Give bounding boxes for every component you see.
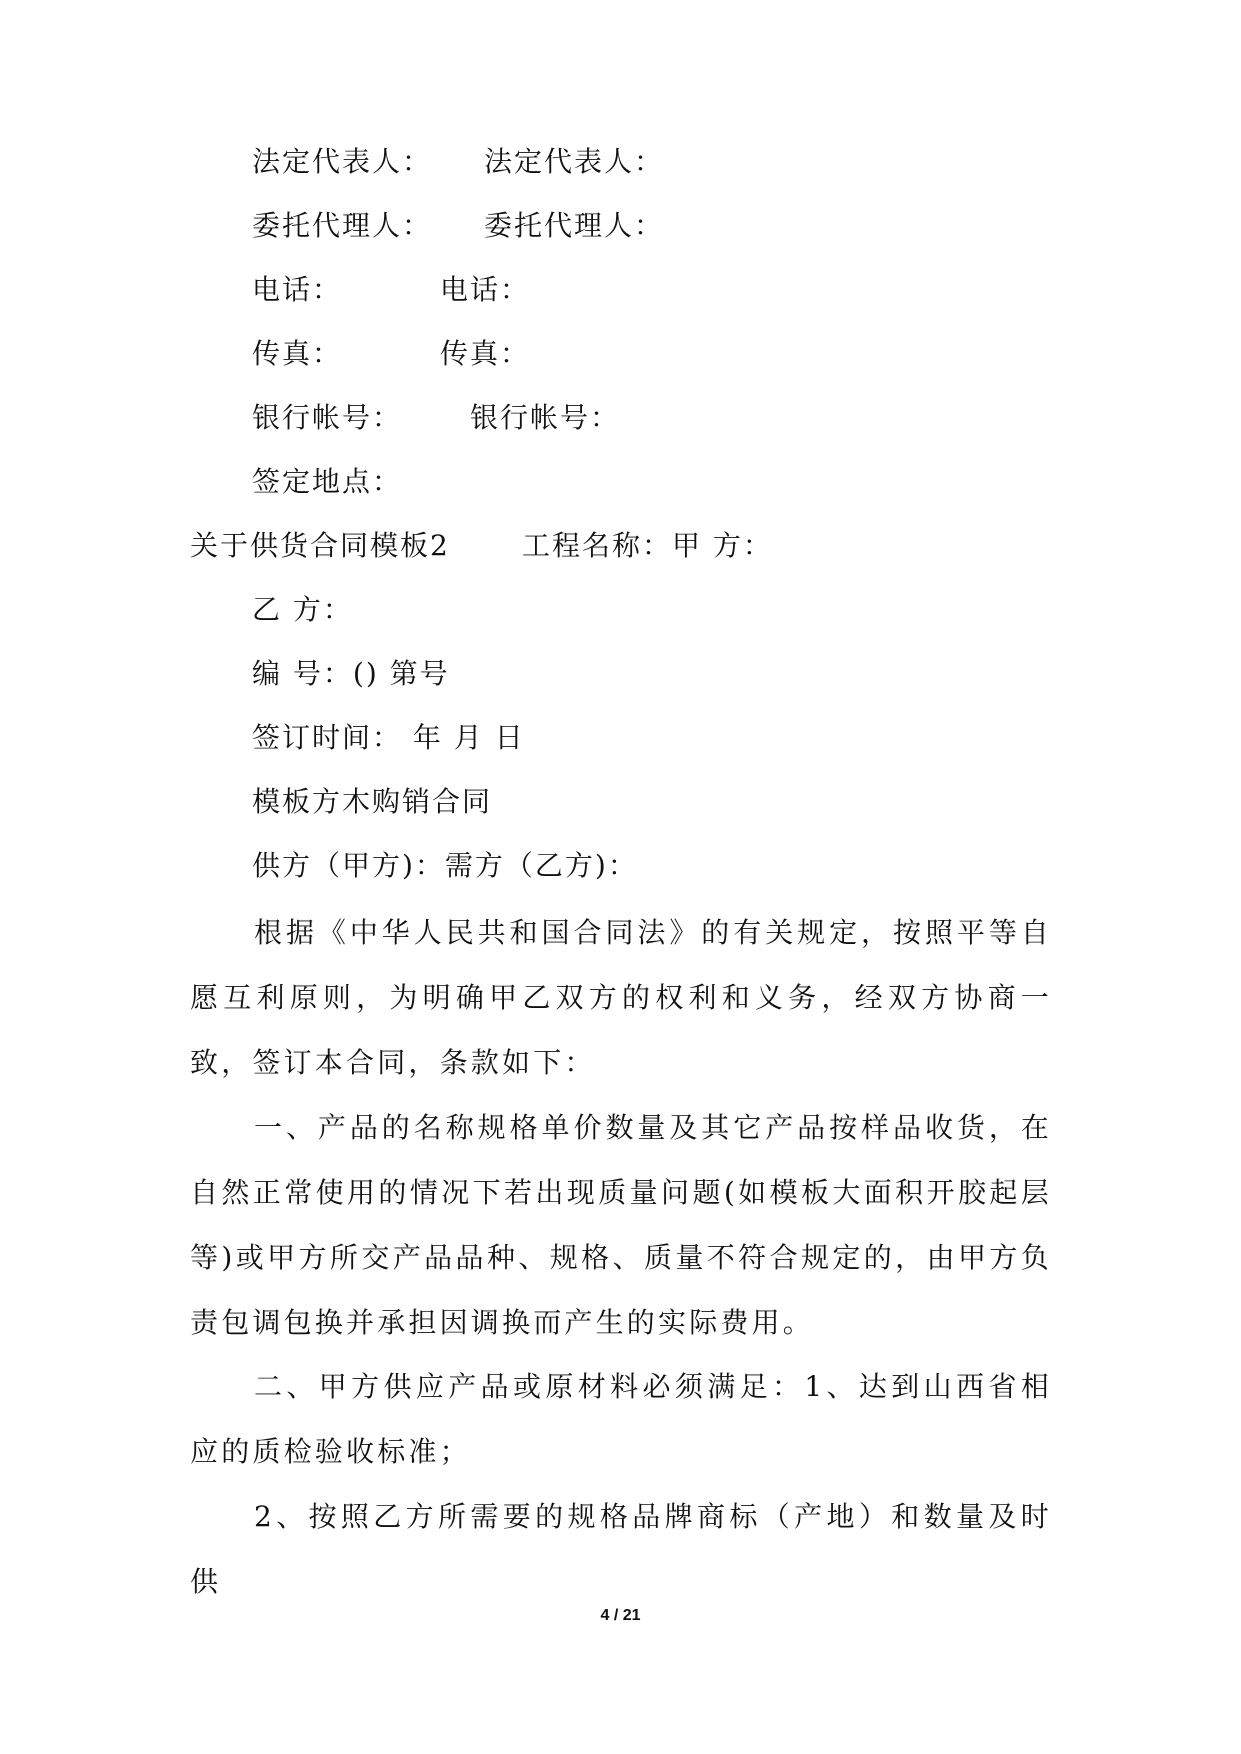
signing-date-label: 签订时间： 年 月 日 (252, 721, 525, 754)
signing-place-label: 签定地点： (252, 465, 403, 498)
bank-account-label-a: 银行帐号： (252, 401, 403, 434)
paragraph-clause-2-item-2: 2、按照乙方所需要的规格品牌商标（产地）和数量及时供 (190, 1500, 1052, 1598)
paragraph-clause-1: 一、产品的名称规格单价数量及其它产品按样品收货，在自然正常使用的情况下若出现质量问题(如模板大面积开胶起层等)或甲方所交产品品种、规格、质量不符合规定的，由甲方负责包调包换并承担因调换而产生的实际费用。 (190, 1111, 1052, 1339)
party-b-label: 乙 方： (252, 593, 353, 626)
legal-rep-label-a: 法定代表人： (252, 145, 433, 178)
phone-label-a: 电话： (252, 273, 343, 306)
contract-subtitle: 模板方木购销合同 (252, 785, 493, 818)
fax-label-b: 传真： (440, 337, 531, 370)
phone-label-b: 电话： (440, 273, 531, 306)
paragraph-clause-2: 二、甲方供应产品或原材料必须满足：1、达到山西省相应的质检验收标准； (190, 1370, 1052, 1468)
fax-label-a: 传真： (252, 337, 343, 370)
page-number: 4 / 21 (600, 1607, 641, 1624)
agent-label-a: 委托代理人： (252, 209, 433, 242)
supplier-buyer-label: 供方（甲方)：需方（乙方)： (252, 849, 638, 882)
contract-number-label: 编 号：() 第号 (252, 657, 450, 690)
agent-label-b: 委托代理人： (484, 209, 665, 242)
legal-rep-label-b: 法定代表人： (484, 145, 665, 178)
bank-account-label-b: 银行帐号： (470, 401, 621, 434)
project-name-party-a: 工程名称：甲 方： (522, 529, 773, 562)
paragraph-preamble: 根据《中华人民共和国合同法》的有关规定，按照平等自愿互利原则，为明确甲乙双方的权利和义务，经双方协商一致，签订本合同，条款如下： (190, 916, 1052, 1079)
contract-template-title: 关于供货合同模板2 (190, 529, 450, 562)
